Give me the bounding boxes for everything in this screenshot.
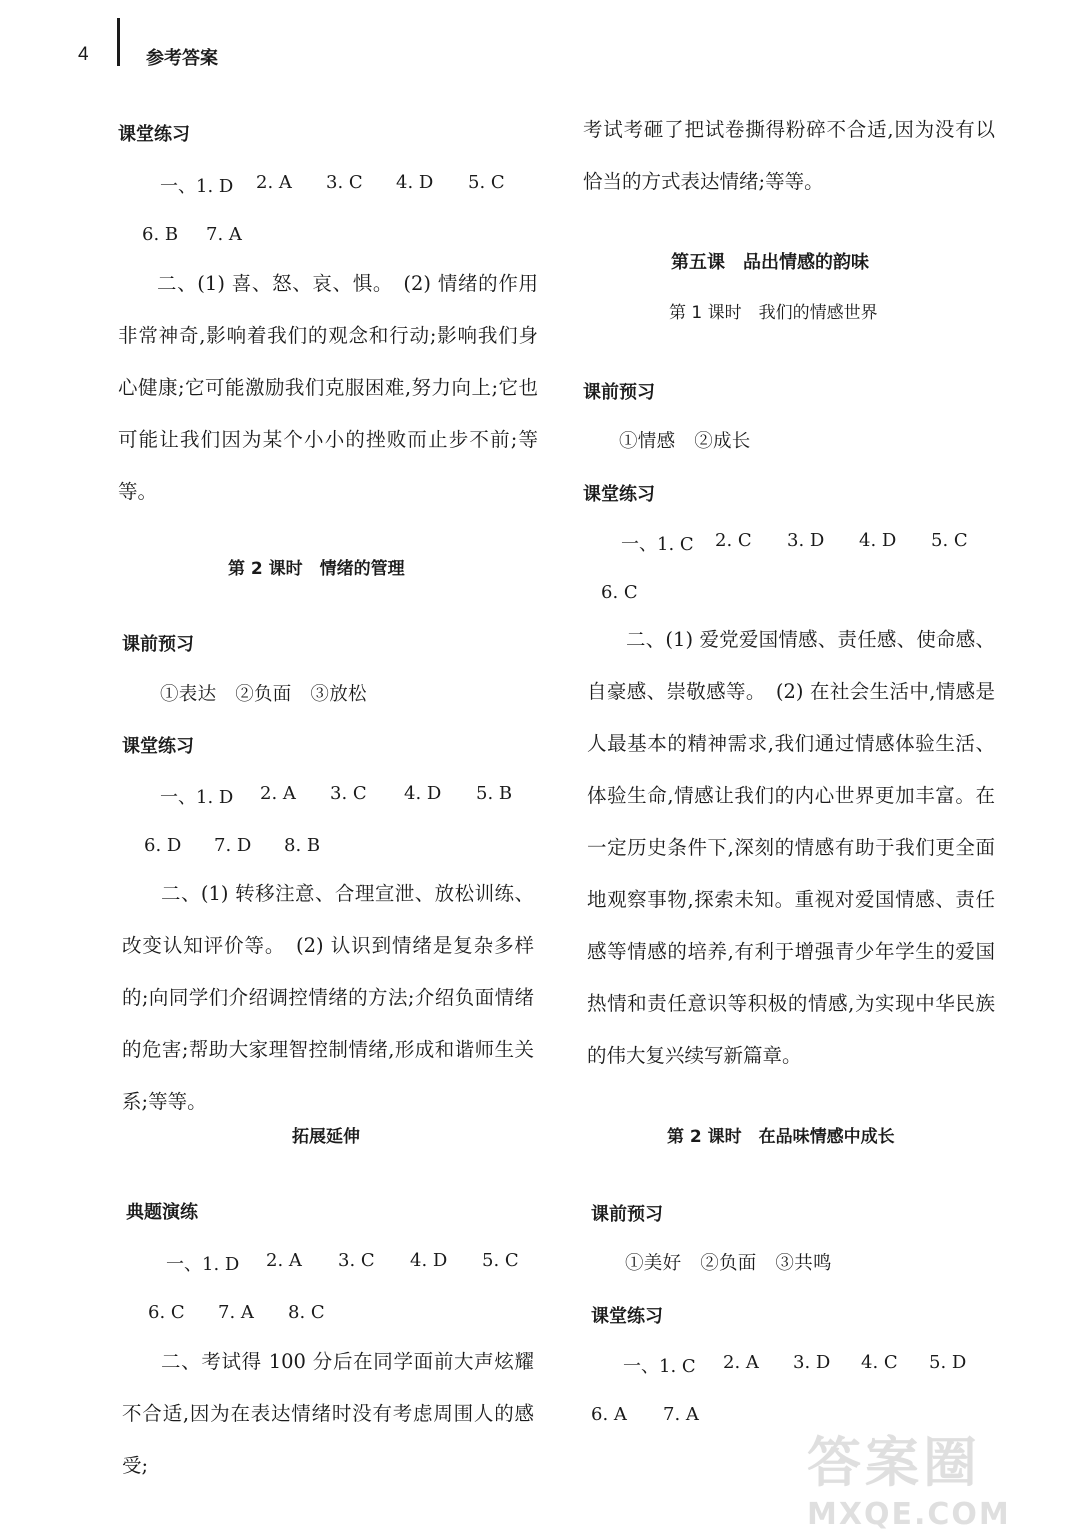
answer: 7. D — [214, 835, 252, 856]
answer: 5. C — [482, 1250, 519, 1271]
answer: 3. C — [338, 1250, 375, 1271]
answer-paragraph: 二、考试得 100 分后在同学面前大声炫耀不合适,因为在表达情绪时没有考虑周围人的感受; — [122, 1350, 534, 1477]
watermark-text: 答案圈 — [807, 1431, 981, 1494]
answer: 一、1. C — [621, 534, 694, 555]
answer: 4. D — [410, 1250, 448, 1271]
header-title: 参考答案 — [146, 48, 218, 69]
answer: 2. A — [256, 172, 292, 193]
answer-paragraph: 二、(1) 爱党爱国情感、责任感、使命感、自豪感、崇敬感等。 (2) 在社会生活中,情感是人最基本的精神需求,我们通过情感体验生活、体验生命,情感让我们的内心世界更加丰富。在一定历史条件下,深刻的情感有助于我们更全面地观察事物,探索未知。重视对爱国情感、责任感等情感的培养,有利于增强青少年学生的爱国热情和责任意识等积极的情感,为实现中华民族的伟大复兴续写新篇章。 — [587, 628, 995, 1067]
answer: 3. C — [326, 172, 363, 193]
answer: 7. A — [218, 1302, 254, 1323]
answer: 一、1. D — [160, 787, 234, 808]
watermark-url: MXQE.COM — [807, 1497, 1011, 1532]
answer-paragraph: 二、(1) 喜、怒、哀、惧。 (2) 情绪的作用非常神奇,影响着我们的观念和行动;影响我们身心健康;它可能激励我们克服困难,努力向上;它也可能让我们因为某个小小的挫败而止步不前;等等。 — [118, 272, 538, 503]
preview-answers: ①美好 ②负面 ③共鸣 — [625, 1253, 832, 1274]
answer: 一、1. C — [623, 1356, 696, 1377]
answer: 6. C — [601, 582, 638, 603]
answer: 4. D — [859, 530, 897, 551]
lesson-title: 第 2 课时 情绪的管理 — [228, 559, 405, 579]
answer: 5. B — [476, 783, 513, 804]
answer: 6. C — [148, 1302, 185, 1323]
answer-paragraph-continued: 考试考砸了把试卷撕得粉碎不合适,因为没有以恰当的方式表达情绪;等等。 — [583, 118, 995, 193]
answer: 3. D — [787, 530, 825, 551]
section-title: 拓展延伸 — [292, 1127, 360, 1147]
answer: 3. D — [793, 1352, 831, 1373]
section-heading: 课前预习 — [583, 382, 655, 403]
answer: 8. B — [284, 835, 321, 856]
answer: 3. C — [330, 783, 367, 804]
answer: 2. A — [723, 1352, 759, 1373]
section-heading: 课堂练习 — [591, 1306, 663, 1327]
answer: 4. D — [404, 783, 442, 804]
answer: 2. C — [715, 530, 752, 551]
answer: 5. D — [929, 1352, 967, 1373]
answer: 一、1. D — [160, 176, 234, 197]
lesson-title: 第五课 品出情感的韵味 — [671, 252, 869, 273]
header-divider — [117, 18, 120, 66]
answer: 2. A — [260, 783, 296, 804]
preview-answers: ①表达 ②负面 ③放松 — [160, 684, 367, 705]
watermark-logo — [807, 1420, 1047, 1530]
section-heading: 典题演练 — [126, 1202, 198, 1223]
answer: 6. A — [591, 1404, 627, 1425]
lesson-subtitle: 第 1 课时 我们的情感世界 — [669, 303, 878, 323]
preview-answers: ①情感 ②成长 — [619, 431, 751, 452]
answer: 6. D — [144, 835, 182, 856]
answer: 5. C — [931, 530, 968, 551]
answer: 8. C — [288, 1302, 325, 1323]
answer: 4. D — [396, 172, 434, 193]
section-heading: 课前预习 — [591, 1204, 663, 1225]
page-number: 4 — [78, 44, 89, 65]
answer-paragraph: 二、(1) 转移注意、合理宣泄、放松训练、改变认知评价等。 (2) 认识到情绪是复杂多样的;向同学们介绍调控情绪的方法;介绍负面情绪的危害;帮助大家理智控制情绪,形成和谐师生关系;等等。 — [122, 882, 534, 1113]
answer: 7. A — [663, 1404, 699, 1425]
answer: 4. C — [861, 1352, 898, 1373]
answer: 6. B — [142, 224, 179, 245]
answer: 2. A — [266, 1250, 302, 1271]
lesson-subtitle: 第 2 课时 在品味情感中成长 — [667, 1127, 895, 1147]
section-heading: 课堂练习 — [583, 484, 655, 505]
section-heading: 课前预习 — [122, 634, 194, 655]
answer: 5. C — [468, 172, 505, 193]
section-heading: 课堂练习 — [118, 124, 190, 145]
answer: 一、1. D — [166, 1254, 240, 1275]
answer: 7. A — [206, 224, 242, 245]
section-heading: 课堂练习 — [122, 736, 194, 757]
